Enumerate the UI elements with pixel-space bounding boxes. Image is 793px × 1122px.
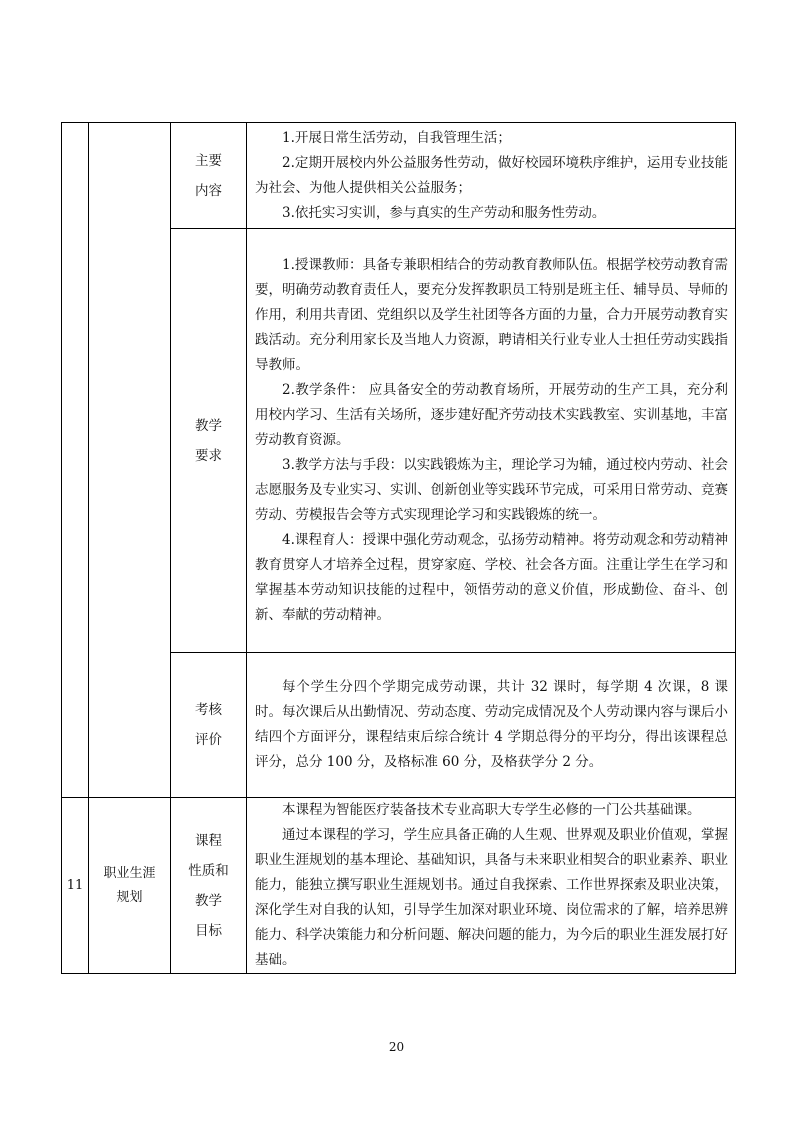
row-label-teaching-requirements: 教学 要求 (171, 229, 247, 653)
row-label-course-nature: 课程 性质和 教学 目标 (171, 798, 247, 974)
row-label-main-content: 主要 内容 (171, 123, 247, 229)
course-nature-text (247, 798, 736, 974)
main-content-text (247, 123, 736, 229)
paragraph: 3.教学方法与手段：以实践锻炼为主，理论学习为辅，通过校内劳动、社会志愿服务及专业实习、实训、创新创业等实践环节完成，可采用日常劳动、竞赛劳动、劳模报告会等方式实现理论学习和实践锻炼的统一。 (255, 457, 728, 523)
paragraph: 每个学生分四个学期完成劳动课，共计 32 课时，每学期 4 次课，8 课时。每次课后从出勤情况、劳动态度、劳动完成情况及个人劳动课内容与课后小结四个方面评分，课程结束后综合统计 4 学期总得分的平均分，得出该课程总评分，总分 100 分，及格标准 60 分，及格获学分 2 分。 (255, 679, 728, 770)
assessment-text (247, 653, 736, 798)
table-row-main-content (62, 123, 736, 229)
course-number-cell (62, 123, 89, 798)
paragraph: 4.课程育人：授课中强化劳动观念，弘扬劳动精神。将劳动观念和劳动精神教育贯穿人才培养全过程，贯穿家庭、学校、社会各方面。注重让学生在学习和掌握基本劳动知识技能的过程中，领悟劳动的意义价值，形成勤俭、奋斗、创新、奉献的劳动精神。 (255, 532, 728, 623)
paragraph: 2.定期开展校内外公益服务性劳动，做好校园环境秩序维护，运用专业技能为社会、为他人提供相关公益服务； (255, 154, 728, 196)
paragraph: 1.开展日常生活劳动，自我管理生活； (282, 129, 511, 146)
course-number-cell: 11 (62, 798, 89, 974)
paragraph: 通过本课程的学习，学生应具备正确的人生观、世界观及职业价值观，掌握职业生涯规划的基本理论、基础知识，具备与未来职业相契合的职业素养、职业能力，能独立撰写职业生涯规划书。通过自我探索、工作世界探索及职业决策，深化学生对自我的认知，引导学生加深对职业环境、岗位需求的了解，培养思辨能力、科学决策能力和分析问题、解决问题的能力，为今后的职业生涯发展打好基础。 (255, 827, 728, 968)
course-name-cell (89, 123, 171, 798)
paragraph: 1.授课教师：具备专兼职相结合的劳动教育教师队伍。根据学校劳动教育需要，明确劳动教育责任人，要充分发挥教职员工特别是班主任、辅导员、导师的作用，利用共青团、党组织以及学生社团等各方面的力量，合力开展劳动教育实践活动。充分利用家长及当地人力资源，聘请相关行业专业人士担任劳动实践指导教师。 (255, 257, 728, 373)
page-number: 20 (388, 1040, 405, 1054)
paragraph: 本课程为智能医疗装备技术专业高职大专学生必修的一门公共基础课。 (282, 802, 701, 818)
teaching-requirements-text (247, 229, 736, 653)
row-label-assessment: 考核 评价 (171, 653, 247, 798)
paragraph: 2.教学条件： 应具备安全的劳动教育场所，开展劳动的生产工具，充分利用校内学习、生活有关场所，逐步建好配齐劳动技术实践教室、实训基地，丰富劳动教育资源。 (255, 382, 728, 448)
table-row-career-planning (62, 798, 736, 974)
curriculum-table (61, 122, 736, 974)
course-name-cell: 职业生涯 规划 (89, 798, 171, 974)
paragraph: 3.依托实习实训，参与真实的生产劳动和服务性劳动。 (282, 204, 606, 221)
